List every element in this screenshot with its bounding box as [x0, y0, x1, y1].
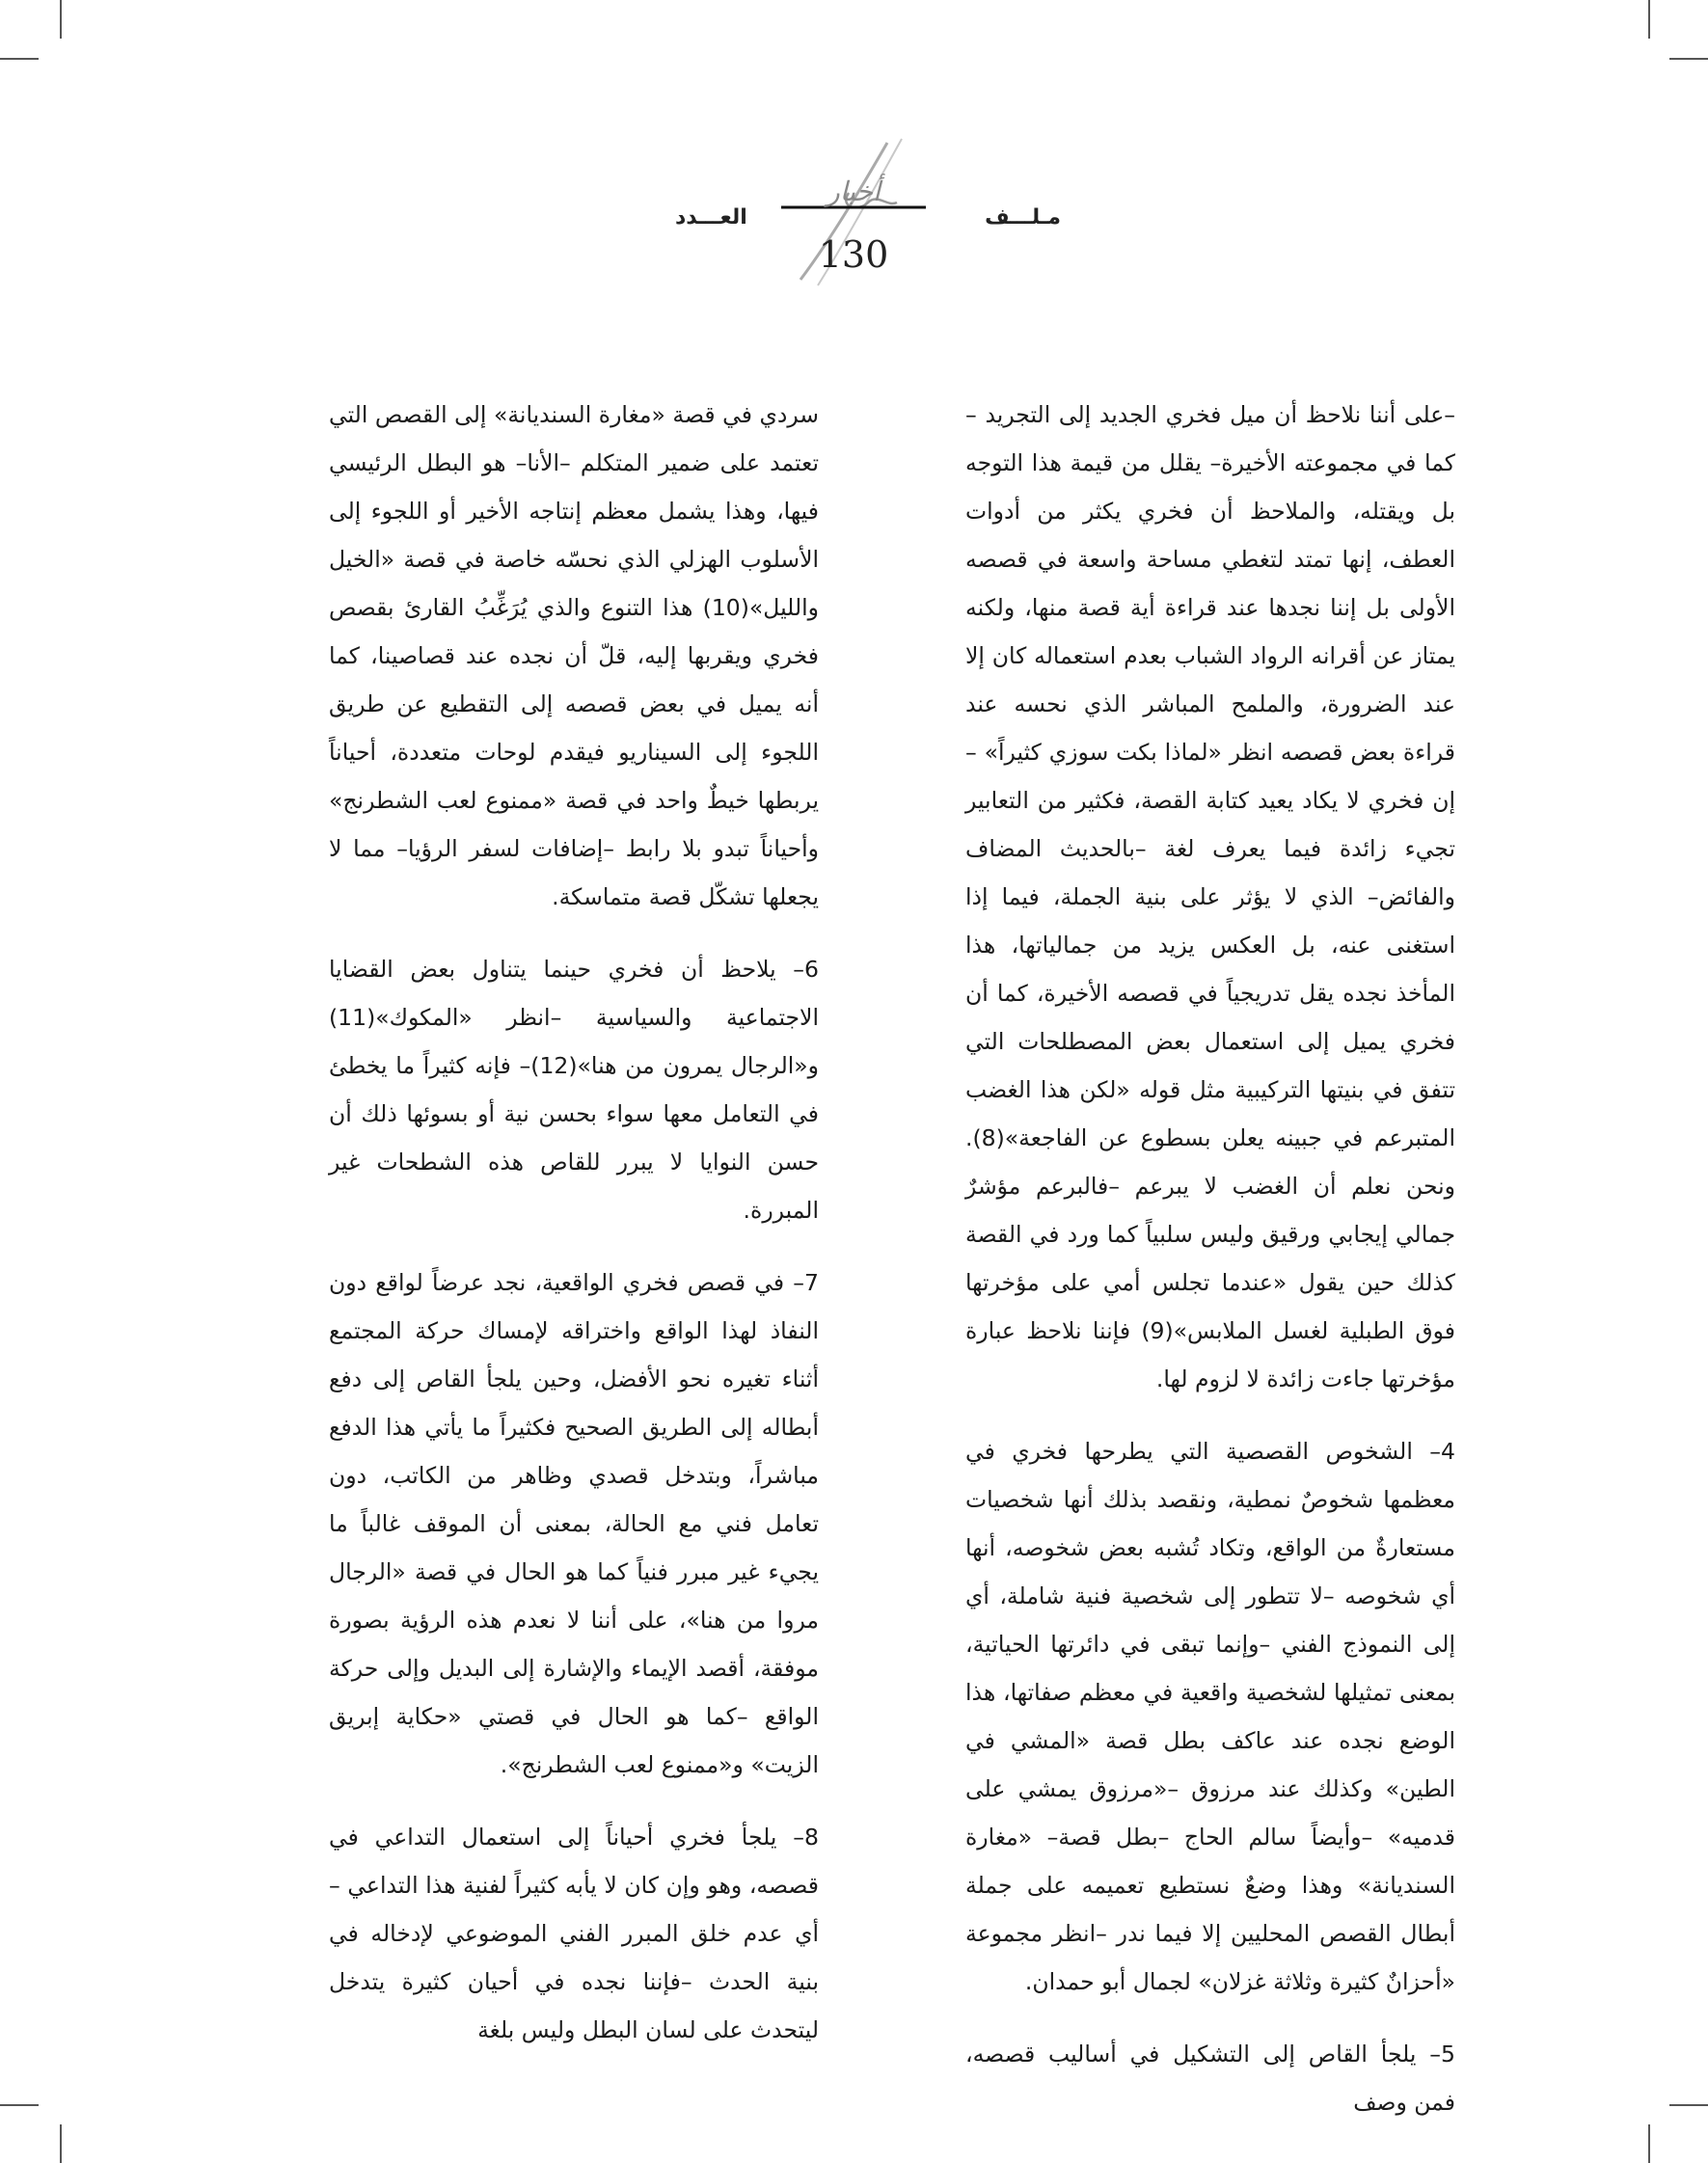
paragraph: 8– يلجأ فخري أحياناً إلى استعمال التداعي في قصصه، وهو وإن كان لا يأبه كثيراً لفنية هذا التداعي –أي عدم خلق المبرر الفني الموضوعي لإدخاله في بنية الحدث –فإننا نجده في أحيان كثيرة يتدخل ليتحدث على لسان البطل وليس بلغة	[329, 1824, 819, 2043]
paragraph: 5– يلجأ القاص إلى التشكيل في أساليب قصصه، فمن وصف	[965, 2041, 1455, 2116]
paragraph: سردي في قصة «مغارة السنديانة» إلى القصص التي تعتمد على ضمير المتكلم –الأنا– هو البطل الرئيسي فيها، وهذا يشمل معظم إنتاجه الأخير أو اللجوء إلى الأسلوب الهزلي الذي نحسّه خاصة في قصة «الخيل والليل»(10) هذا التنوع والذي يُرَغِّبُ القارئ بقصص فخري ويقربها إليه، قلّ أن نجده عند قصاصينا، كما أنه يميل في بعض قصصه إلى التقطيع عن طريق اللجوء إلى السيناريو فيقدم لوحات متعددة، أحياناً يربطها خيطٌ واحد في قصة «ممنوع لعب الشطرنج» وأحياناً تبدو بلا رابط –إضافات لسفر الرؤيا– مما لا يجعلها تشكّل قصة متماسكة.	[329, 401, 819, 910]
section-label: مـلـــف	[985, 204, 1061, 230]
text-column-left	[329, 391, 819, 2078]
svg-text:أخبار: أخبار	[827, 176, 881, 207]
page-header	[0, 0, 1708, 318]
issue-label: العـــدد	[675, 204, 747, 230]
page-number: 130	[818, 233, 889, 276]
paragraph: 6– يلاحظ أن فخري حينما يتناول بعض القضايا الاجتماعية والسياسية –انظر «المكوك»(11) و«الرجال يمرون من هنا»(12)– فإنه كثيراً ما يخطئ في التعامل معها سواء بحسن نية أو بسوئها ذلك أن حسن النوايا لا يبرر للقاص هذه الشطحات غير المبررة.	[329, 956, 819, 1224]
crop-mark-bottom-left-h	[0, 2104, 39, 2106]
crop-mark-bottom-right-v	[1648, 2124, 1650, 2163]
text-column-right	[965, 391, 1455, 2150]
paragraph: 4– الشخوص القصصية التي يطرحها فخري في معظمها شخوصٌ نمطية، ونقصد بذلك أنها شخصيات مستعارةٌ من الواقع، وتكاد تُشبه بعض شخوصه، أنها أي شخوصه –لا تتطور إلى شخصية فنية شاملة، أي إلى النموذج الفني –وإنما تبقى في دائرتها الحياتية، بمعنى تمثيلها لشخصية واقعية في معظم صفاتها، هذا الوضع نجده عند عاكف بطل قصة «المشي في الطين» وكذلك عند مرزوق –«مرزوق يمشي على قدميه» –وأيضاً سالم الحاج –بطل قصة– «مغارة السنديانة» وهذا وضعٌ نستطيع تعميمه على جملة أبطال القصص المحليين إلا فيما ندر –انظر مجموعة «أحزانٌ كثيرة وثلاثة غزلان» لجمال أبو حمدان.	[965, 1438, 1455, 1995]
paragraph: 7– في قصص فخري الواقعية، نجد عرضاً لواقع دون النفاذ لهذا الواقع واختراقه لإمساك حركة المجتمع أثناء تغيره نحو الأفضل، وحين يلجأ القاص إلى دفع أبطاله إلى الطريق الصحيح فكثيراً ما يأتي هذا الدفع مباشراً، وبتدخل قصدي وظاهر من الكاتب، دون تعامل فني مع الحالة، بمعنى أن الموقف غالباً ما يجيء غير مبرر فنياً كما هو الحال في قصة «الرجال مروا من هنا»، على أننا لا نعدم هذه الرؤية بصورة موفقة، أقصد الإيماء والإشارة إلى البديل وإلى حركة الواقع –كما هو الحال في قصتي «حكاية إبريق الزيت» و«ممنوع لعب الشطرنج».	[329, 1269, 819, 1778]
paragraph: –على أننا نلاحظ أن ميل فخري الجديد إلى التجريد –كما في مجموعته الأخيرة– يقلل من قيمة هذا التوجه بل ويقتله، والملاحظ أن فخري يكثر من أدوات العطف، إنها تمتد لتغطي مساحة واسعة في قصصه الأولى بل إننا نجدها عند قراءة أية قصة منها، ولكنه يمتاز عن أقرانه الرواد الشباب بعدم استعماله كان إلا عند الضرورة، والملمح المباشر الذي نحسه عند قراءة بعض قصصه انظر «لماذا بكت سوزي كثيراً» –إن فخري لا يكاد يعيد كتابة القصة، فكثير من التعابير تجيء زائدة فيما يعرف لغة –بالحديث المضاف والفائض– الذي لا يؤثر على بنية الجملة، فيما إذا استغنى عنه، بل العكس يزيد من جمالياتها، هذا المأخذ نجده يقل تدريجياً في قصصه الأخيرة، كما أن فخري يميل إلى استعمال بعض المصطلحات التي تتفق في بنيتها التركيبية مثل قوله «لكن هذا الغضب المتبرعم في جبينه يعلن بسطوع عن الفاجعة»(8). ونحن نعلم أن الغضب لا يبرعم –فالبرعم مؤشرٌ جمالي إيجابي ورقيق وليس سلبياً كما ورد في القصة كذلك حين يقول «عندما تجلس أمي على مؤخرتها فوق الطبلية لغسل الملابس»(9) فإننا نلاحظ عبارة مؤخرتها جاءت زائدة لا لزوم لها.	[965, 401, 1455, 1392]
crop-mark-bottom-right-h	[1669, 2104, 1708, 2106]
crop-mark-bottom-left-v	[60, 2124, 62, 2163]
